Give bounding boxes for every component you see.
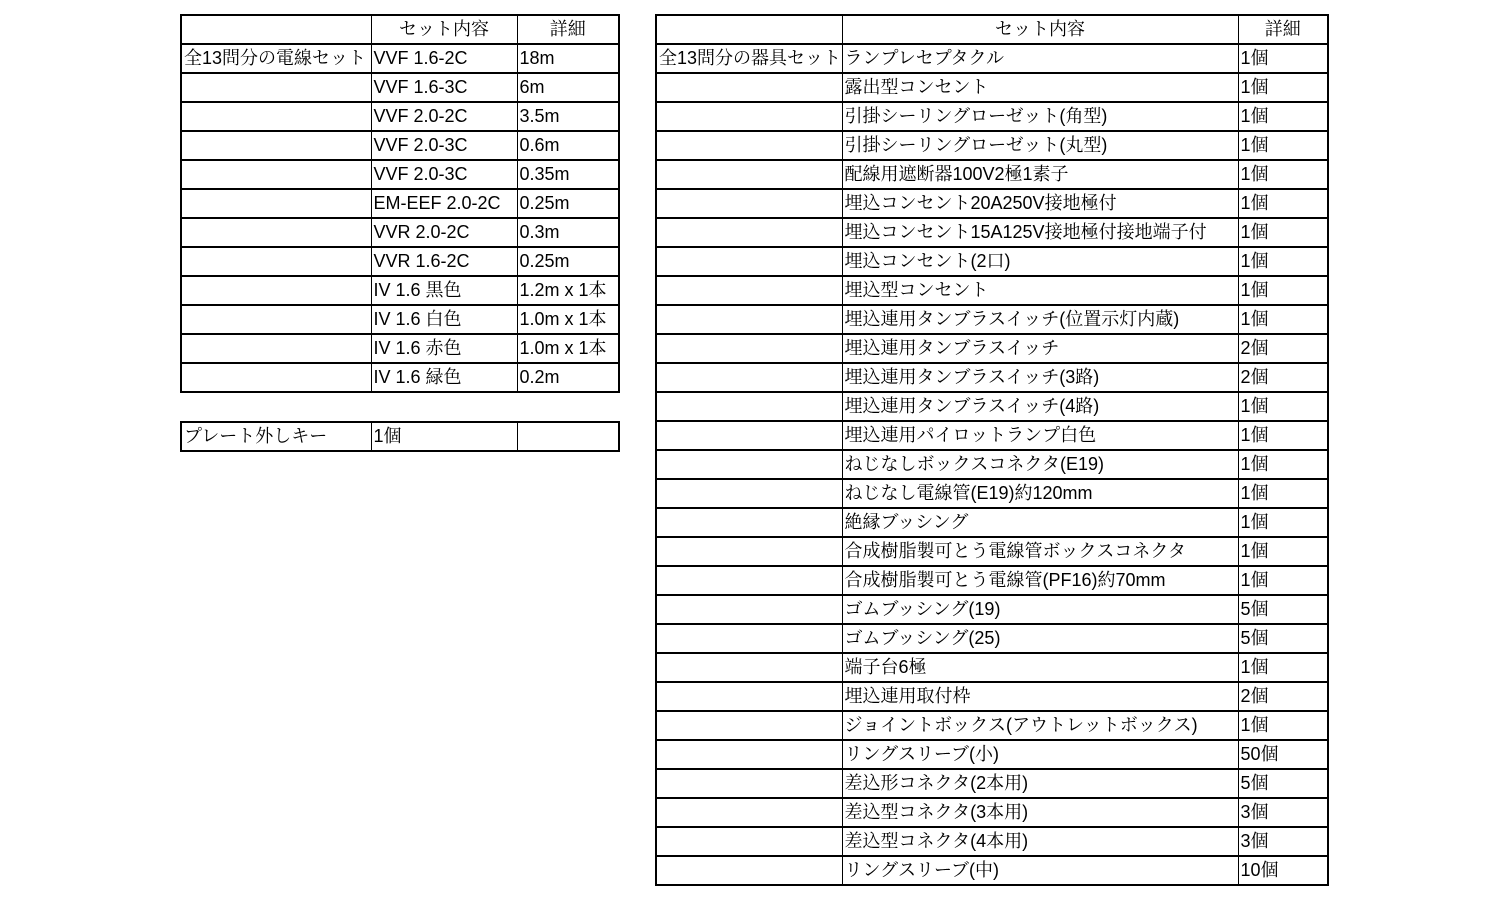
table-row: [656, 798, 1328, 827]
row-label-cell: [656, 218, 842, 247]
item-cell: 引掛シーリングローゼット(丸型): [842, 131, 1238, 160]
table-row: [656, 624, 1328, 653]
row-label-cell: 全13問分の電線セット: [181, 44, 371, 73]
detail-cell: 2個: [1238, 363, 1328, 392]
table-row: [656, 827, 1328, 856]
row-label-cell: [181, 363, 371, 392]
detail-cell: 3個: [1238, 827, 1328, 856]
item-cell: 露出型コンセント: [842, 73, 1238, 102]
table-row: [656, 711, 1328, 740]
table-row: [181, 422, 619, 451]
row-label-cell: [656, 769, 842, 798]
item-cell: ジョイントボックス(アウトレットボックス): [842, 711, 1238, 740]
table-row: [656, 421, 1328, 450]
row-label-cell: [181, 160, 371, 189]
set-contents-header: セット内容: [842, 15, 1238, 44]
row-label-cell: [181, 334, 371, 363]
row-label-cell: [656, 102, 842, 131]
row-label-cell: [656, 711, 842, 740]
device-set-table-body: [656, 44, 1328, 885]
table-row: [181, 363, 619, 392]
table-row: [656, 595, 1328, 624]
detail-header: 詳細: [517, 15, 619, 44]
table-row: [656, 450, 1328, 479]
detail-cell: 1個: [1238, 131, 1328, 160]
wire-set-table-body: [181, 44, 619, 392]
detail-cell: 1個: [1238, 189, 1328, 218]
item-cell: 差込型コネクタ(3本用): [842, 798, 1238, 827]
item-cell: IV 1.6 緑色: [371, 363, 517, 392]
detail-cell: 2個: [1238, 682, 1328, 711]
table-row: [656, 363, 1328, 392]
table-row: [181, 189, 619, 218]
detail-cell: 1個: [1238, 218, 1328, 247]
detail-cell: 1個: [1238, 479, 1328, 508]
table-row: [181, 102, 619, 131]
table-row: [656, 189, 1328, 218]
item-cell: ねじなし電線管(E19)約120mm: [842, 479, 1238, 508]
item-cell: VVF 1.6-2C: [371, 44, 517, 73]
detail-cell: 0.6m: [517, 131, 619, 160]
item-cell: 埋込コンセント(2口): [842, 247, 1238, 276]
table-row: [656, 44, 1328, 73]
table-row: [656, 769, 1328, 798]
item-cell: VVF 2.0-2C: [371, 102, 517, 131]
table-row: [181, 218, 619, 247]
item-cell: 絶縁ブッシング: [842, 508, 1238, 537]
item-cell: 埋込コンセント20A250V接地極付: [842, 189, 1238, 218]
detail-cell: 1個: [1238, 247, 1328, 276]
item-cell: 配線用遮断器100V2極1素子: [842, 160, 1238, 189]
row-label-cell: [181, 102, 371, 131]
item-cell: リングスリーブ(小): [842, 740, 1238, 769]
detail-cell: 50個: [1238, 740, 1328, 769]
item-cell: 埋込連用タンブラスイッチ(4路): [842, 392, 1238, 421]
detail-cell: 1個: [1238, 305, 1328, 334]
row-label-cell: [656, 740, 842, 769]
table-row: [656, 740, 1328, 769]
detail-cell: 1個: [1238, 421, 1328, 450]
table-row: [181, 73, 619, 102]
row-label-cell: [656, 595, 842, 624]
detail-cell: 1個: [1238, 102, 1328, 131]
item-cell: リングスリーブ(中): [842, 856, 1238, 885]
detail-cell: 1.0m x 1本: [517, 334, 619, 363]
row-label-cell: [656, 189, 842, 218]
table-row: [656, 392, 1328, 421]
item-cell: 埋込型コンセント: [842, 276, 1238, 305]
item-cell: VVF 1.6-3C: [371, 73, 517, 102]
row-label-cell: [656, 508, 842, 537]
item-cell: EM-EEF 2.0-2C: [371, 189, 517, 218]
item-cell: 埋込コンセント15A125V接地極付接地端子付: [842, 218, 1238, 247]
table-row: [656, 682, 1328, 711]
detail-cell: 3.5m: [517, 102, 619, 131]
row-label-cell: [656, 537, 842, 566]
row-label-cell: [181, 131, 371, 160]
item-cell: 差込形コネクタ(2本用): [842, 769, 1238, 798]
row-label-cell: [181, 73, 371, 102]
item-cell: 埋込連用タンブラスイッチ(3路): [842, 363, 1238, 392]
detail-cell: 1個: [1238, 508, 1328, 537]
table-row: [656, 653, 1328, 682]
row-label-cell: [656, 334, 842, 363]
device-set-table: [655, 14, 1329, 886]
table-row: [656, 566, 1328, 595]
detail-cell: 6m: [517, 73, 619, 102]
item-cell: VVR 1.6-2C: [371, 247, 517, 276]
table-row: [656, 537, 1328, 566]
header-row: [656, 15, 1328, 44]
table-row: [656, 131, 1328, 160]
row-label-cell: [656, 392, 842, 421]
row-label-cell: [656, 450, 842, 479]
row-label-cell: [181, 218, 371, 247]
table-row: [656, 856, 1328, 885]
set-contents-header: セット内容: [371, 15, 517, 44]
item-cell: 合成樹脂製可とう電線管(PF16)約70mm: [842, 566, 1238, 595]
detail-cell: 1.2m x 1本: [517, 276, 619, 305]
detail-cell: 1個: [1238, 392, 1328, 421]
row-label-cell: [656, 624, 842, 653]
detail-header: 詳細: [1238, 15, 1328, 44]
row-label-cell: [656, 247, 842, 276]
table-row: [656, 479, 1328, 508]
detail-cell: 1個: [1238, 711, 1328, 740]
detail-cell: [517, 422, 619, 451]
detail-cell: 10個: [1238, 856, 1328, 885]
detail-cell: 5個: [1238, 624, 1328, 653]
row-label-cell: [656, 479, 842, 508]
item-cell: ねじなしボックスコネクタ(E19): [842, 450, 1238, 479]
row-label-cell: [656, 856, 842, 885]
table-row: [181, 305, 619, 334]
row-label-cell: [656, 363, 842, 392]
row-label-cell: [656, 653, 842, 682]
table-row: [656, 305, 1328, 334]
item-cell: 差込型コネクタ(4本用): [842, 827, 1238, 856]
table-row: [656, 218, 1328, 247]
item-cell: 埋込連用タンブラスイッチ: [842, 334, 1238, 363]
plate-key-table-body: [181, 422, 619, 451]
table-row: [181, 247, 619, 276]
detail-cell: 1個: [1238, 73, 1328, 102]
row-label-cell: [656, 421, 842, 450]
item-cell: IV 1.6 赤色: [371, 334, 517, 363]
row-label-cell: [181, 276, 371, 305]
table-row: [656, 508, 1328, 537]
detail-cell: 5個: [1238, 769, 1328, 798]
detail-cell: 1個: [1238, 566, 1328, 595]
table-row: [181, 160, 619, 189]
row-label-cell: [656, 682, 842, 711]
item-cell: 埋込連用タンブラスイッチ(位置示灯内蔵): [842, 305, 1238, 334]
detail-cell: 18m: [517, 44, 619, 73]
item-cell: VVF 2.0-3C: [371, 131, 517, 160]
detail-cell: 1個: [1238, 276, 1328, 305]
table-row: [656, 276, 1328, 305]
row-label-cell: [656, 305, 842, 334]
item-cell: VVR 2.0-2C: [371, 218, 517, 247]
detail-cell: 1.0m x 1本: [517, 305, 619, 334]
item-cell: 端子台6極: [842, 653, 1238, 682]
table-row: [181, 276, 619, 305]
table-row: [181, 334, 619, 363]
item-cell: 引掛シーリングローゼット(角型): [842, 102, 1238, 131]
detail-cell: 3個: [1238, 798, 1328, 827]
detail-cell: 0.35m: [517, 160, 619, 189]
detail-cell: 1個: [1238, 450, 1328, 479]
header-row: [181, 15, 619, 44]
item-cell: IV 1.6 白色: [371, 305, 517, 334]
row-label-cell: [656, 276, 842, 305]
table-row: [181, 131, 619, 160]
detail-cell: 2個: [1238, 334, 1328, 363]
wire-set-table: [180, 14, 620, 393]
item-cell: 1個: [371, 422, 517, 451]
table-row: [656, 334, 1328, 363]
item-cell: 埋込連用取付枠: [842, 682, 1238, 711]
row-label-cell: [656, 827, 842, 856]
table-row: [656, 160, 1328, 189]
row-label-cell: [656, 160, 842, 189]
row-label-cell: [656, 566, 842, 595]
item-cell: IV 1.6 黒色: [371, 276, 517, 305]
row-label-cell: [181, 189, 371, 218]
table-row: [181, 44, 619, 73]
plate-key-table: [180, 421, 620, 452]
item-cell: 合成樹脂製可とう電線管ボックスコネクタ: [842, 537, 1238, 566]
item-cell: ゴムブッシング(25): [842, 624, 1238, 653]
detail-cell: 0.25m: [517, 247, 619, 276]
detail-cell: 0.3m: [517, 218, 619, 247]
corner-header-cell: [181, 15, 371, 44]
row-label-cell: プレート外しキー: [181, 422, 371, 451]
detail-cell: 1個: [1238, 44, 1328, 73]
row-label-cell: [656, 798, 842, 827]
detail-cell: 0.25m: [517, 189, 619, 218]
item-cell: VVF 2.0-3C: [371, 160, 517, 189]
table-row: [656, 247, 1328, 276]
row-label-cell: [181, 247, 371, 276]
detail-cell: 1個: [1238, 537, 1328, 566]
detail-cell: 0.2m: [517, 363, 619, 392]
item-cell: 埋込連用パイロットランプ白色: [842, 421, 1238, 450]
item-cell: ランプレセプタクル: [842, 44, 1238, 73]
table-row: [656, 73, 1328, 102]
table-row: [656, 102, 1328, 131]
row-label-cell: [181, 305, 371, 334]
row-label-cell: [656, 73, 842, 102]
corner-header-cell: [656, 15, 842, 44]
detail-cell: 1個: [1238, 653, 1328, 682]
detail-cell: 5個: [1238, 595, 1328, 624]
row-label-cell: [656, 131, 842, 160]
row-label-cell: 全13問分の器具セット: [656, 44, 842, 73]
item-cell: ゴムブッシング(19): [842, 595, 1238, 624]
detail-cell: 1個: [1238, 160, 1328, 189]
